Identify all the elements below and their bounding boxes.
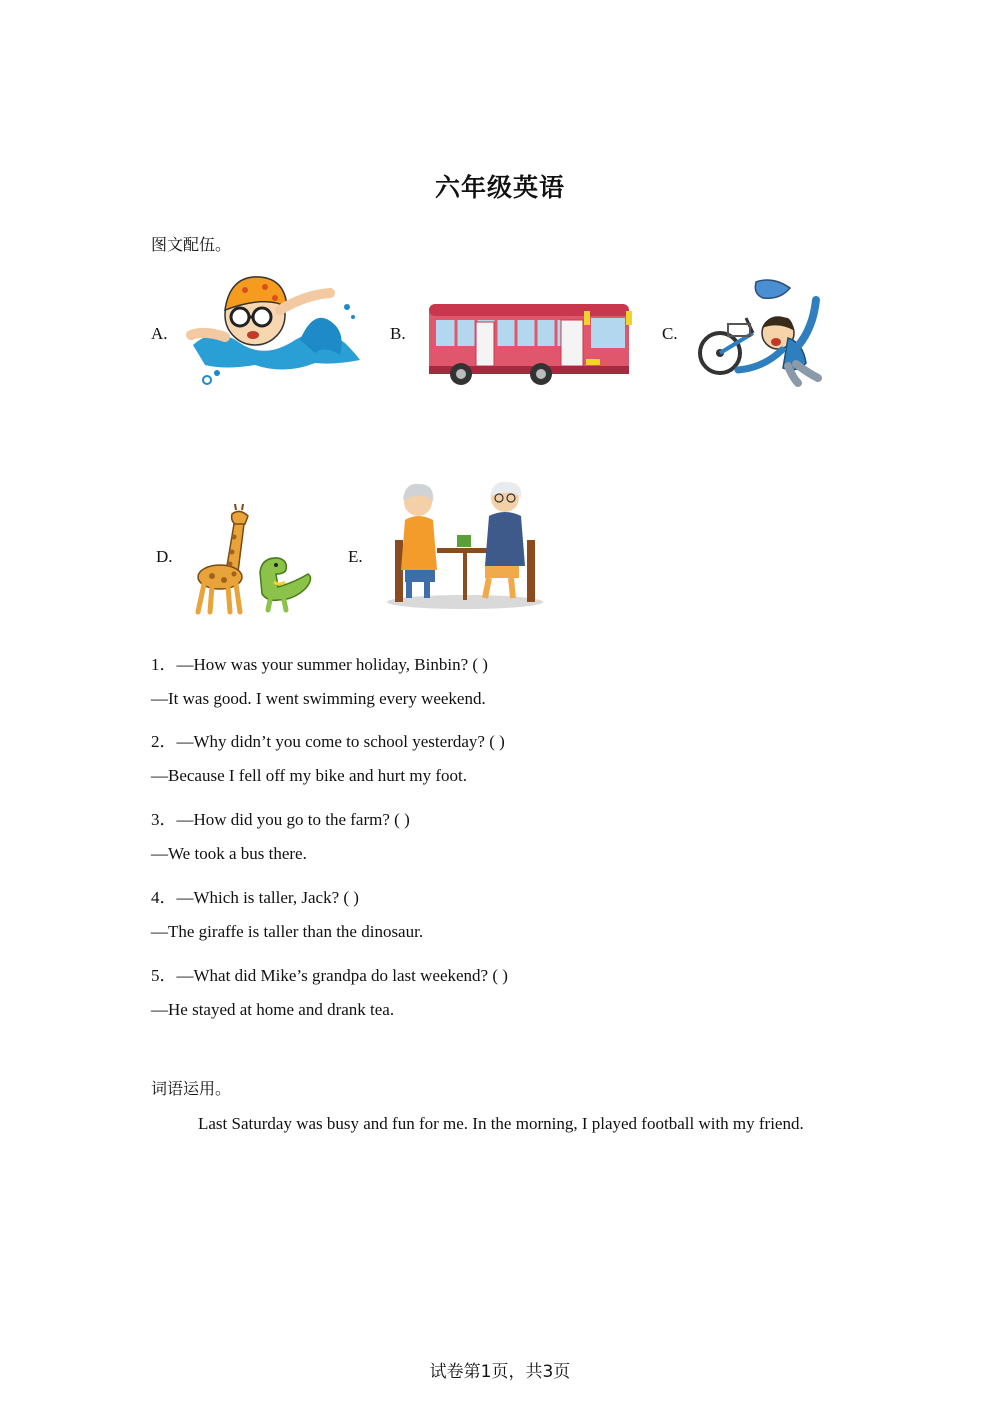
answer-3: —We took a bus there. — [151, 844, 307, 863]
question-3: 3．—How did you go to the farm? ( ) — [151, 810, 410, 829]
option-label-b: B. — [390, 324, 406, 343]
option-label-e: E. — [348, 547, 363, 566]
bus-icon — [426, 296, 638, 388]
question-5: 5．—What did Mike’s grandpa do last weekend? ( ) — [151, 966, 508, 985]
question-2: 2．—Why didn’t you come to school yesterday? ( ) — [151, 732, 505, 751]
option-label-c: C. — [662, 324, 678, 343]
swimmer-icon — [185, 265, 365, 390]
passage-paragraph: Last Saturday was busy and fun for me. In the morning, I played football with my friend. — [198, 1114, 804, 1133]
section-heading-matching: 图文配伍。 — [151, 235, 232, 254]
answer-5: —He stayed at home and drank tea. — [151, 1000, 395, 1019]
question-1: 1．—How was your summer holiday, Binbin? ( ) — [151, 655, 488, 674]
giraffe-and-dinosaur-icon — [190, 502, 325, 617]
answer-2: —Because I fell off my bike and hurt my foot. — [151, 766, 467, 785]
answer-1: —It was good. I went swimming every weekend. — [151, 689, 486, 708]
page-title: 六年级英语 — [434, 173, 565, 202]
option-label-d: D. — [156, 547, 173, 566]
section-heading-word-usage: 词语运用。 — [151, 1079, 232, 1098]
page-footer: 试卷第1页，共3页 — [429, 1362, 571, 1382]
question-4: 4．—Which is taller, Jack? ( ) — [151, 888, 359, 907]
grandparents-drinking-tea-icon — [385, 480, 545, 612]
answer-4: —The giraffe is taller than the dinosaur. — [151, 922, 424, 941]
boy-falling-off-bike-icon — [698, 278, 826, 388]
option-label-a: A. — [151, 324, 168, 343]
